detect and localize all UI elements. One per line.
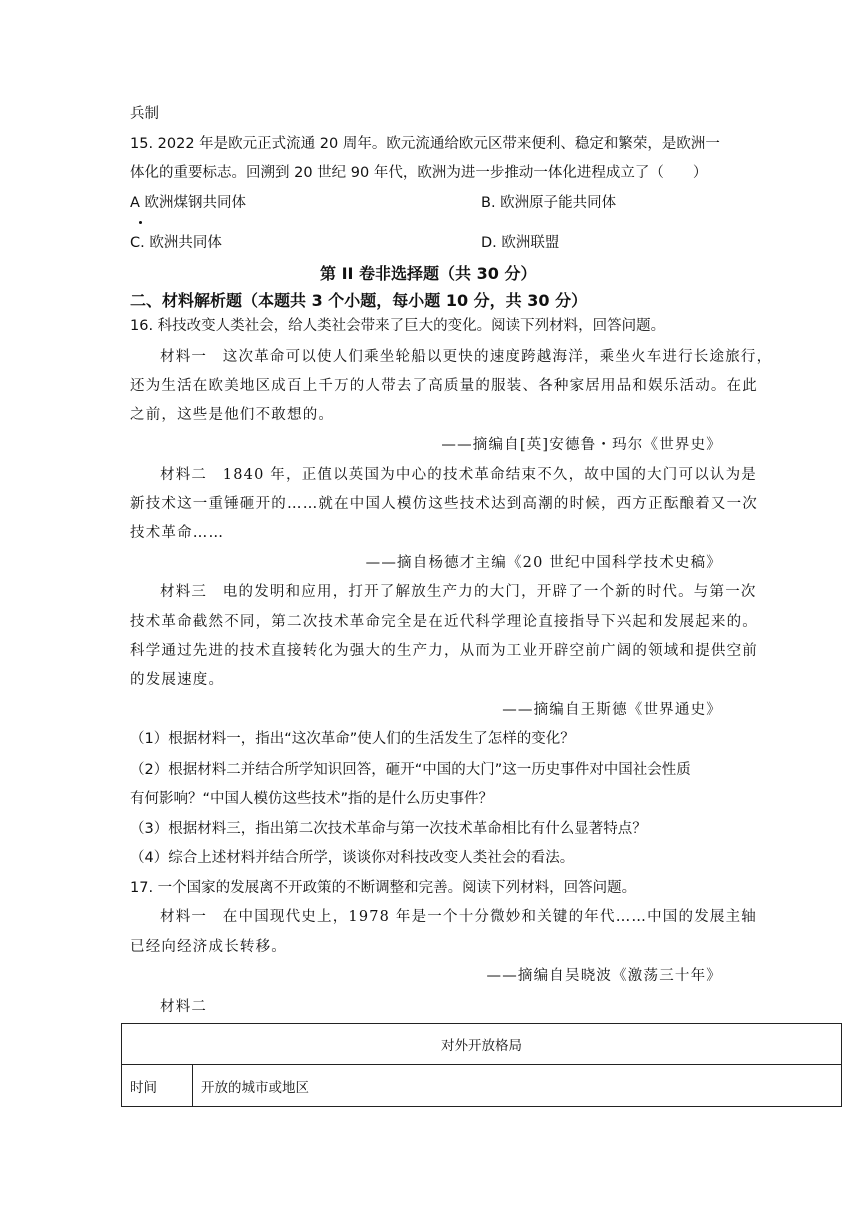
table-caption: 对外开放格局 — [122, 1024, 842, 1065]
q17-material-1-source: ——摘编自吴晓波《激荡三十年》 — [486, 968, 722, 984]
material-3-line-2: 技术革命截然不同，第二次技术革命完全是在近代科学理论直接指导下兴起和发展起来的。 — [130, 614, 758, 630]
question-16-stem: 16. 科技改变人类社会，给人类社会带来了巨大的变化。阅读下列材料，回答问题。 — [130, 318, 666, 334]
material-2-line-1: 材料二 1840 年，正值以英国为中心的技术革命结束不久，故中国的大门可以认为是 — [160, 467, 758, 483]
material-3-line-1: 材料三 电的发明和应用，打开了解放生产力的大门，开辟了一个新的时代。与第一次 — [160, 584, 757, 600]
sub-question-1: （1）根据材料一，指出“这次革命”使人们的生活发生了怎样的变化？ — [130, 731, 575, 747]
material-2-line-2: 新技术这一重锤砸开的……就在中国人模仿这些技术达到高潮的时候，西方正酝酿着又一次 — [130, 496, 758, 512]
material-3-source: ——摘编自王斯德《世界通史》 — [502, 702, 722, 718]
section-2-title: 二、材料解析题（本题共 3 个小题，每小题 10 分，共 30 分） — [130, 291, 588, 310]
q17-material-2-label: 材料二 — [160, 999, 208, 1015]
sub-question-2-line-2: 有何影响？“中国人模仿这些技术”指的是什么历史事件？ — [130, 791, 494, 807]
part-2-title: 第 II 卷非选择题（共 30 分） — [320, 264, 537, 283]
question-15-line-2: 体化的重要标志。回溯到 20 世纪 90 年代，欧洲为进一步推动一体化进程成立了（ ） — [130, 165, 708, 181]
material-3-line-4: 的发展速度。 — [130, 672, 225, 688]
sub-question-2-line-1: （2）根据材料二并结合所学知识回答，砸开“中国的大门”这一历史事件对中国社会性质 — [130, 762, 691, 778]
option-c: C. 欧洲共同体 — [130, 235, 222, 251]
table-header-time: 时间 — [122, 1065, 193, 1107]
option-b: B. 欧洲原子能共同体 — [481, 195, 617, 211]
material-3-line-3: 科学通过先进的技术直接转化为强大的生产力，从而为工业开辟空前广阔的领域和提供空前 — [130, 643, 758, 659]
sub-question-3: （3）根据材料三，指出第二次技术革命与第一次技术革命相比有什么显著特点？ — [130, 821, 647, 837]
table-header-region: 开放的城市或地区 — [193, 1065, 842, 1107]
material-1-line-2: 还为生活在欧美地区成百上千万的人带去了高质量的服装、各种家居用品和娱乐活动。在此 — [130, 378, 758, 394]
material-1-line-1: 材料一 这次革命可以使人们乘坐轮船以更快的速度跨越海洋，乘坐火车进行长途旅行， — [160, 349, 773, 365]
question-17-stem: 17. 一个国家的发展离不开政策的不断调整和完善。阅读下列材料，回答问题。 — [130, 880, 637, 896]
material-1-source: ——摘编自[英]安德鲁・玛尔《世界史》 — [441, 437, 722, 453]
q17-material-1-line-1: 材料一 在中国现代史上，1978 年是一个十分微妙和关键的年代……中国的发展主轴 — [160, 909, 758, 925]
material-2-line-3: 技术革命…… — [130, 525, 225, 541]
opening-up-table — [121, 1023, 842, 1107]
q17-material-1-line-2: 已经向经济成长转移。 — [130, 939, 287, 955]
material-1-line-3: 之前，这些是他们不敢想的。 — [130, 407, 335, 423]
option-a-dot — [139, 221, 142, 224]
material-2-source: ——摘自杨德才主编《20 世纪中国科学技术史稿》 — [365, 555, 722, 571]
question-15-line-1: 15. 2022 年是欧元正式流通 20 周年。欧元流通给欧元区带来便利、稳定和繁荣，是欧洲一 — [130, 136, 720, 152]
sub-question-4: （4）综合上述材料并结合所学，谈谈你对科技改变人类社会的看法。 — [130, 850, 575, 866]
continued-text: 兵制 — [130, 106, 159, 122]
option-a: A 欧洲煤钢共同体 — [130, 195, 247, 211]
option-d: D. 欧洲联盟 — [481, 235, 560, 251]
